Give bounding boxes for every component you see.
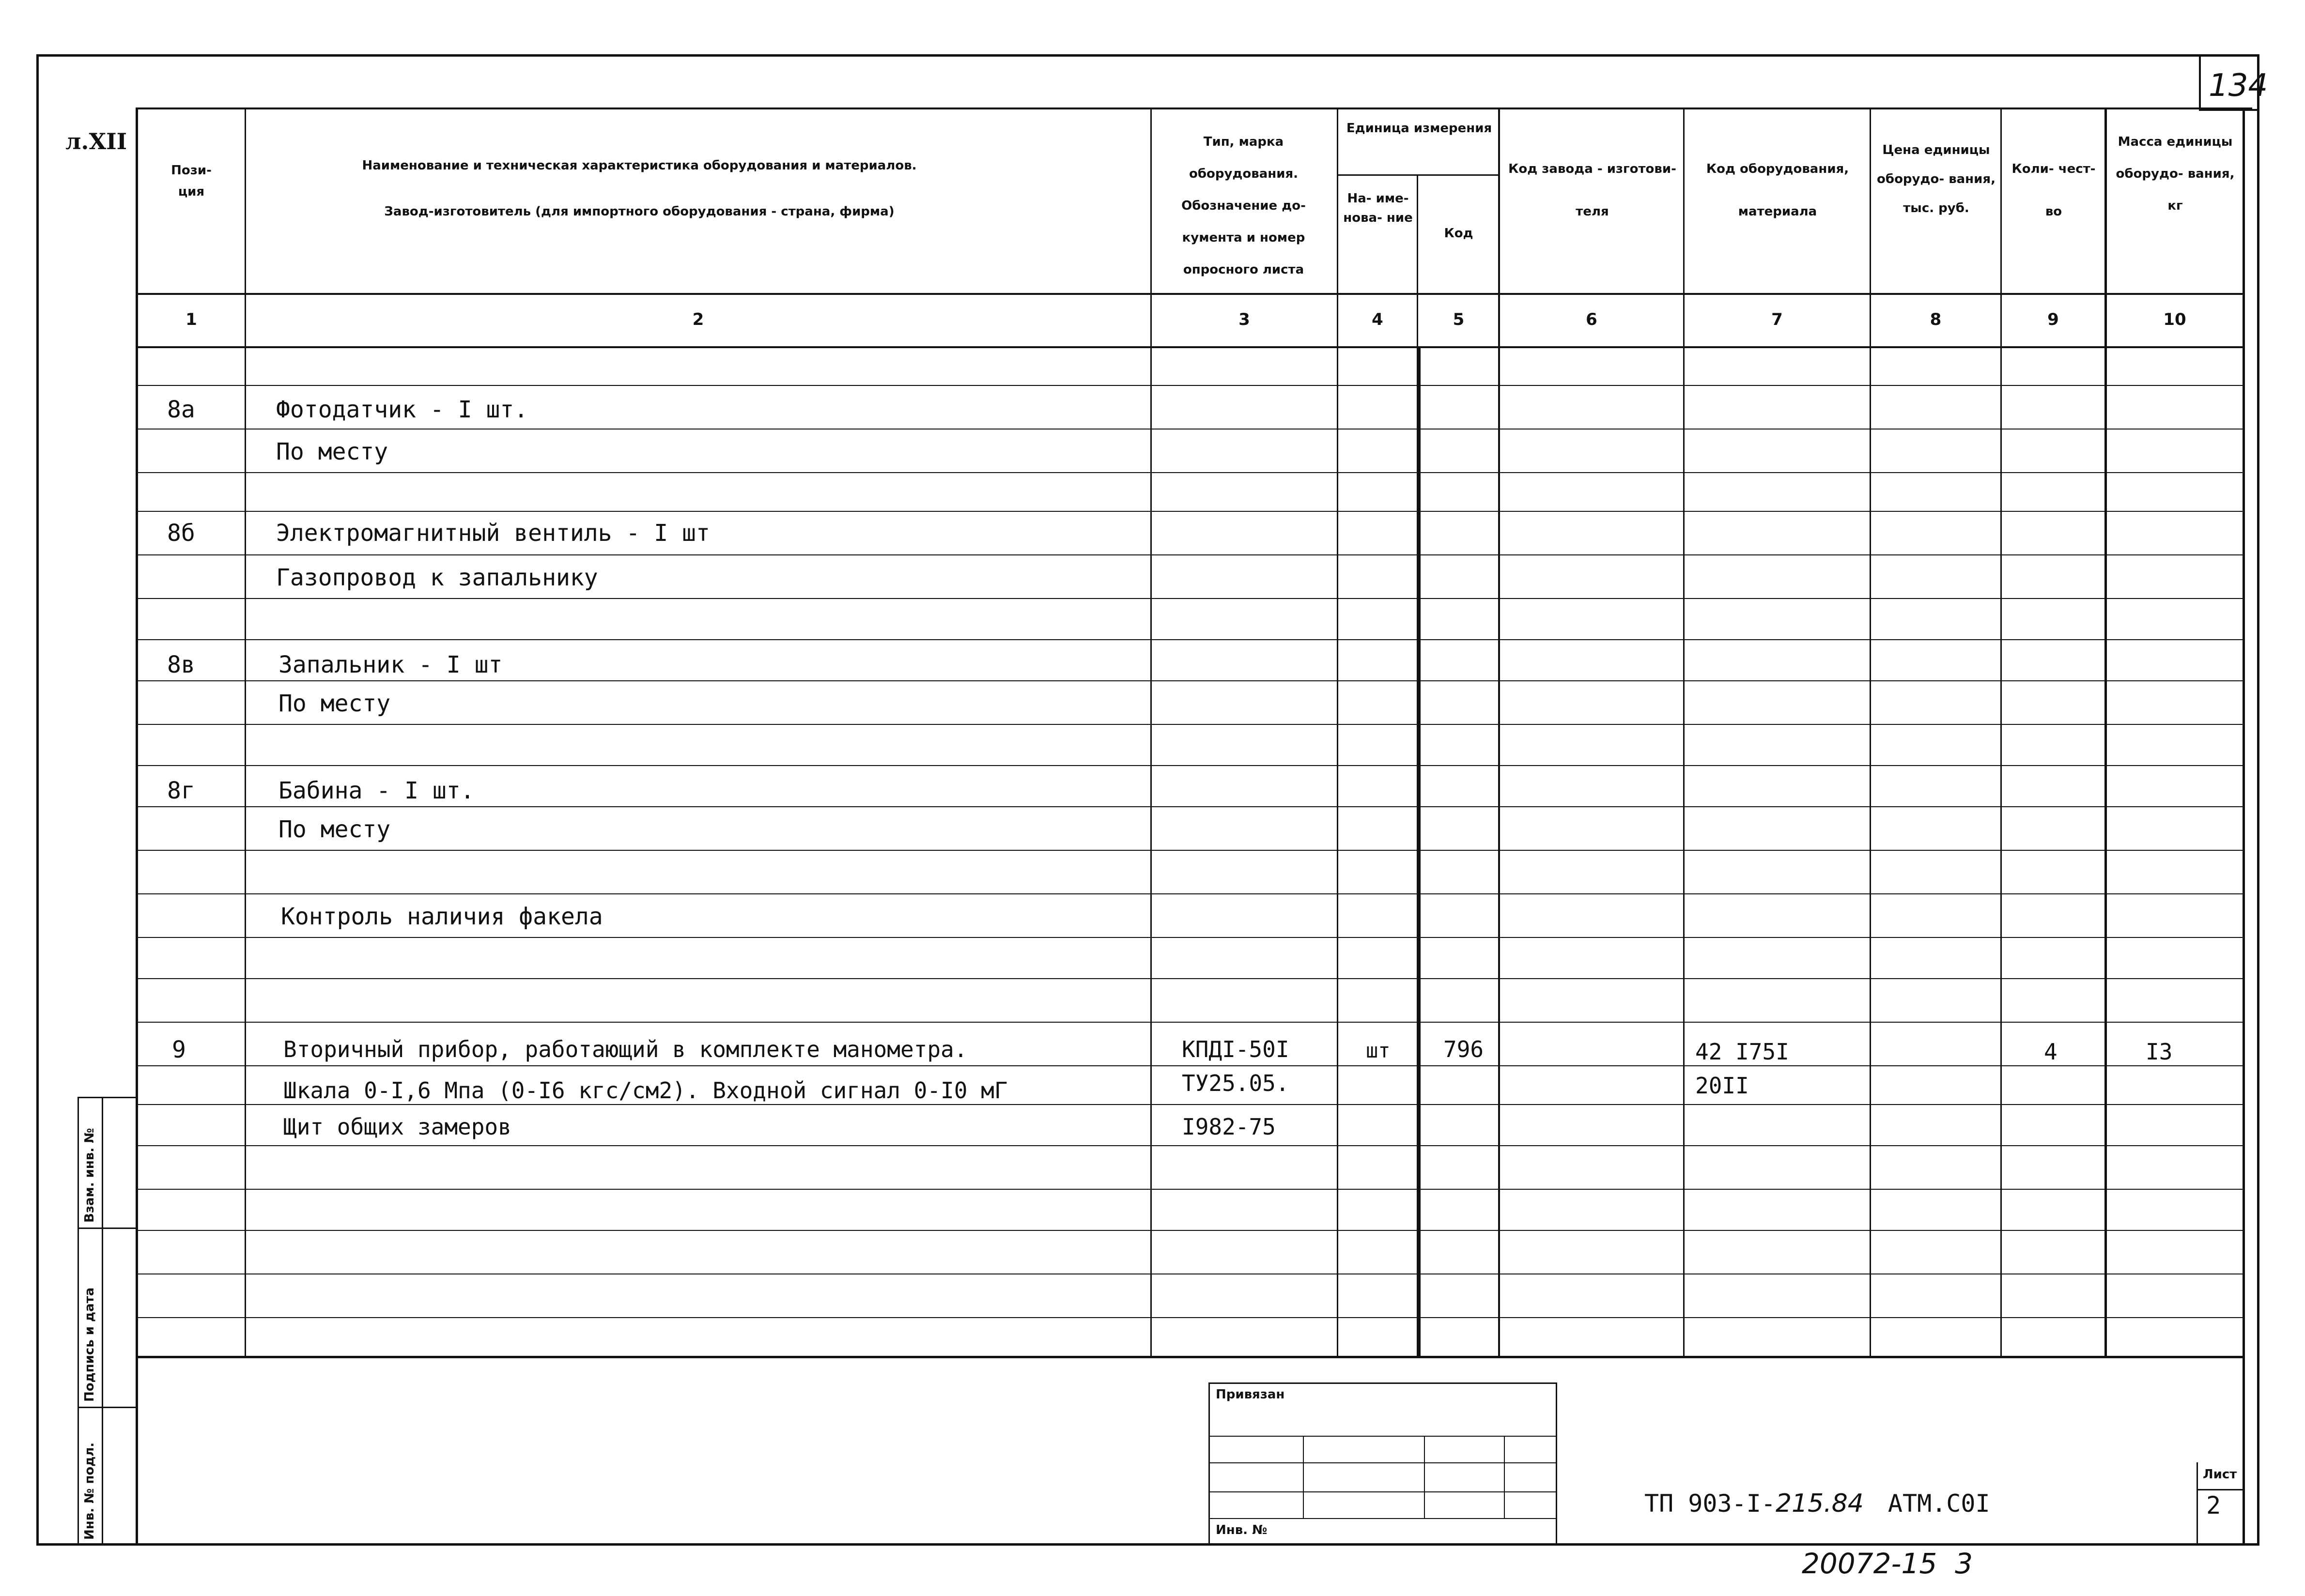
header-unit-group: Единица измерения [1346,121,1492,136]
stamp-box-top [1208,1382,1557,1384]
row-line [138,850,2243,851]
doc-code-hand: 215.84 [1775,1489,1864,1518]
row-line [138,472,2243,473]
stamp-col [1303,1436,1304,1518]
sheet-box-mid [2197,1489,2245,1490]
colnum-1: 1 [186,310,197,329]
sheet-label: Лист [2203,1467,2237,1482]
row-line [138,765,2243,766]
header-col4: На- име- нова- ние [1343,191,1413,225]
doc-code [1644,1489,1990,1518]
row-text: По месту [278,816,391,843]
row-line [138,639,2243,640]
side-strip-line [77,1407,136,1408]
row-line [138,1189,2243,1190]
doc-code-suffix: АТМ.С0I [1887,1489,1990,1518]
side-label-podpis: Подпись и дата [82,1287,97,1402]
row-equip-code: 42 I75I [1695,1039,1789,1065]
header-col9: Коли- чест- во [2011,162,2096,219]
header-col2b: Завод-изготовитель (для импортного оборудования - страна, фирма) [384,204,895,219]
row-line [138,554,2243,555]
colnum-7: 7 [1771,310,1783,329]
row-line [138,1230,2243,1231]
colnum-3: 3 [1238,310,1250,329]
header-col8: Цена единицы оборудо- вания, тыс. руб. [1877,143,1996,215]
row-pos: 8в [167,651,195,678]
row-line [138,893,2243,894]
side-strip-right [102,1097,103,1543]
colnum-8: 8 [1930,310,1942,329]
col-line-3 [1337,107,1338,1357]
col-line-8 [1870,107,1871,1357]
outer-frame-bottom [36,1543,2259,1546]
header-col3: Тип, марка оборудования. Обозначение до- кумента и номер опросного листа [1181,135,1306,277]
row-code: 796 [1443,1036,1484,1062]
row-line [138,429,2243,430]
row-mass: I3 [2146,1039,2173,1065]
row-line [138,680,2243,681]
header-col7: Код оборудования, материала [1706,162,1849,219]
row-text: Газопровод к запальнику [276,564,598,591]
side-strip-line [77,1228,136,1229]
table-right [2243,107,2245,1543]
row-text: По месту [276,438,388,465]
row-line [138,1104,2243,1105]
row-text: Шкала 0-I,6 Мпа (0-I6 кгс/см2). Входной сигнал 0-I0 мГ [283,1077,1008,1104]
row-line [138,1065,2243,1066]
stamp-row [1208,1462,1557,1463]
row-line [138,978,2243,979]
colnum-9: 9 [2047,310,2059,329]
side-strip-top [77,1097,136,1098]
row-line [138,1022,2243,1023]
row-text: По месту [278,690,391,717]
row-line [138,724,2243,725]
sheet-code: л.XII [65,128,127,154]
row-pos: 8а [167,396,195,423]
row-line [138,598,2243,599]
stamp-inv-no: Инв. № [1216,1523,1268,1537]
header-col10: Масса единицы оборудо- вания, кг [2116,135,2235,213]
header-bottom [136,293,2245,295]
row-text: Бабина - I шт. [278,777,475,804]
row-type: ТУ25.05. [1182,1070,1289,1096]
colnum-2: 2 [692,310,704,329]
row-unit: шт [1366,1039,1391,1062]
header-col2a: Наименование и техническая характеристика оборудования и материалов. [362,158,917,173]
row-text: Контроль наличия факела [281,903,603,930]
col-line-2 [1150,107,1152,1357]
row-type: I982-75 [1182,1114,1276,1140]
col-line-7 [1683,107,1685,1357]
corner-number: 134 [2209,68,2268,104]
row-line [138,1317,2243,1318]
row-line [138,806,2243,807]
side-label-inv-podl: Инв. № подл. [82,1442,97,1540]
col-line-9 [2000,107,2002,1357]
body-bottom [136,1356,2245,1358]
outer-frame-top [36,54,2259,57]
row-line [138,937,2243,938]
corner-box-left [2199,54,2201,110]
row-equip-code: 20II [1695,1073,1749,1099]
numrow-bottom [136,346,2245,348]
row-pos: 9 [172,1036,186,1063]
stamp-col [1424,1436,1425,1518]
row-type: КПДI-50I [1182,1036,1289,1062]
col-line-5 [1418,346,1421,1357]
doc-code-prefix: ТП 903-I- [1644,1489,1776,1518]
stamp-row [1208,1518,1557,1519]
sheet-number: 2 [2206,1491,2221,1519]
stamp-row [1208,1436,1557,1437]
row-text: Щит общих замеров [283,1114,511,1140]
row-text: Фотодатчик - I шт. [276,396,528,423]
row-text: Электромагнитный вентиль - I шт [276,520,710,547]
stamp-row [1208,1491,1557,1492]
col-line-10 [2104,107,2107,1357]
outer-frame-right [2257,54,2259,1546]
row-pos: 8г [167,777,195,804]
col-line-1 [245,107,246,1357]
stamp-privyazan: Привязан [1216,1387,1285,1402]
bottom-archive-number: 20072-15 3 [1802,1547,1973,1580]
colnum-6: 6 [1586,310,1597,329]
header-col6: Код завода - изготови- теля [1508,162,1676,219]
row-pos: 8б [167,520,195,547]
row-line [138,511,2243,512]
row-line [138,385,2243,386]
side-strip-left [77,1097,79,1543]
row-line [138,1145,2243,1146]
sheet-box-left [2197,1462,2198,1543]
table-top [136,107,2252,109]
side-label-vzam: Взам. инв. № [82,1128,97,1223]
col-line-6 [1498,107,1500,1357]
header-col1: Пози- ция [171,163,212,199]
colnum-5: 5 [1453,310,1465,329]
stamp-col [1504,1436,1505,1518]
row-text: Запальник - I шт [278,651,503,678]
row-text: Вторичный прибор, работающий в комплекте манометра. [283,1036,968,1062]
row-qty: 4 [2044,1039,2057,1065]
colnum-4: 4 [1372,310,1383,329]
colnum-10: 10 [2163,310,2186,329]
outer-frame-left [36,54,39,1546]
header-col5: Код [1444,226,1473,241]
